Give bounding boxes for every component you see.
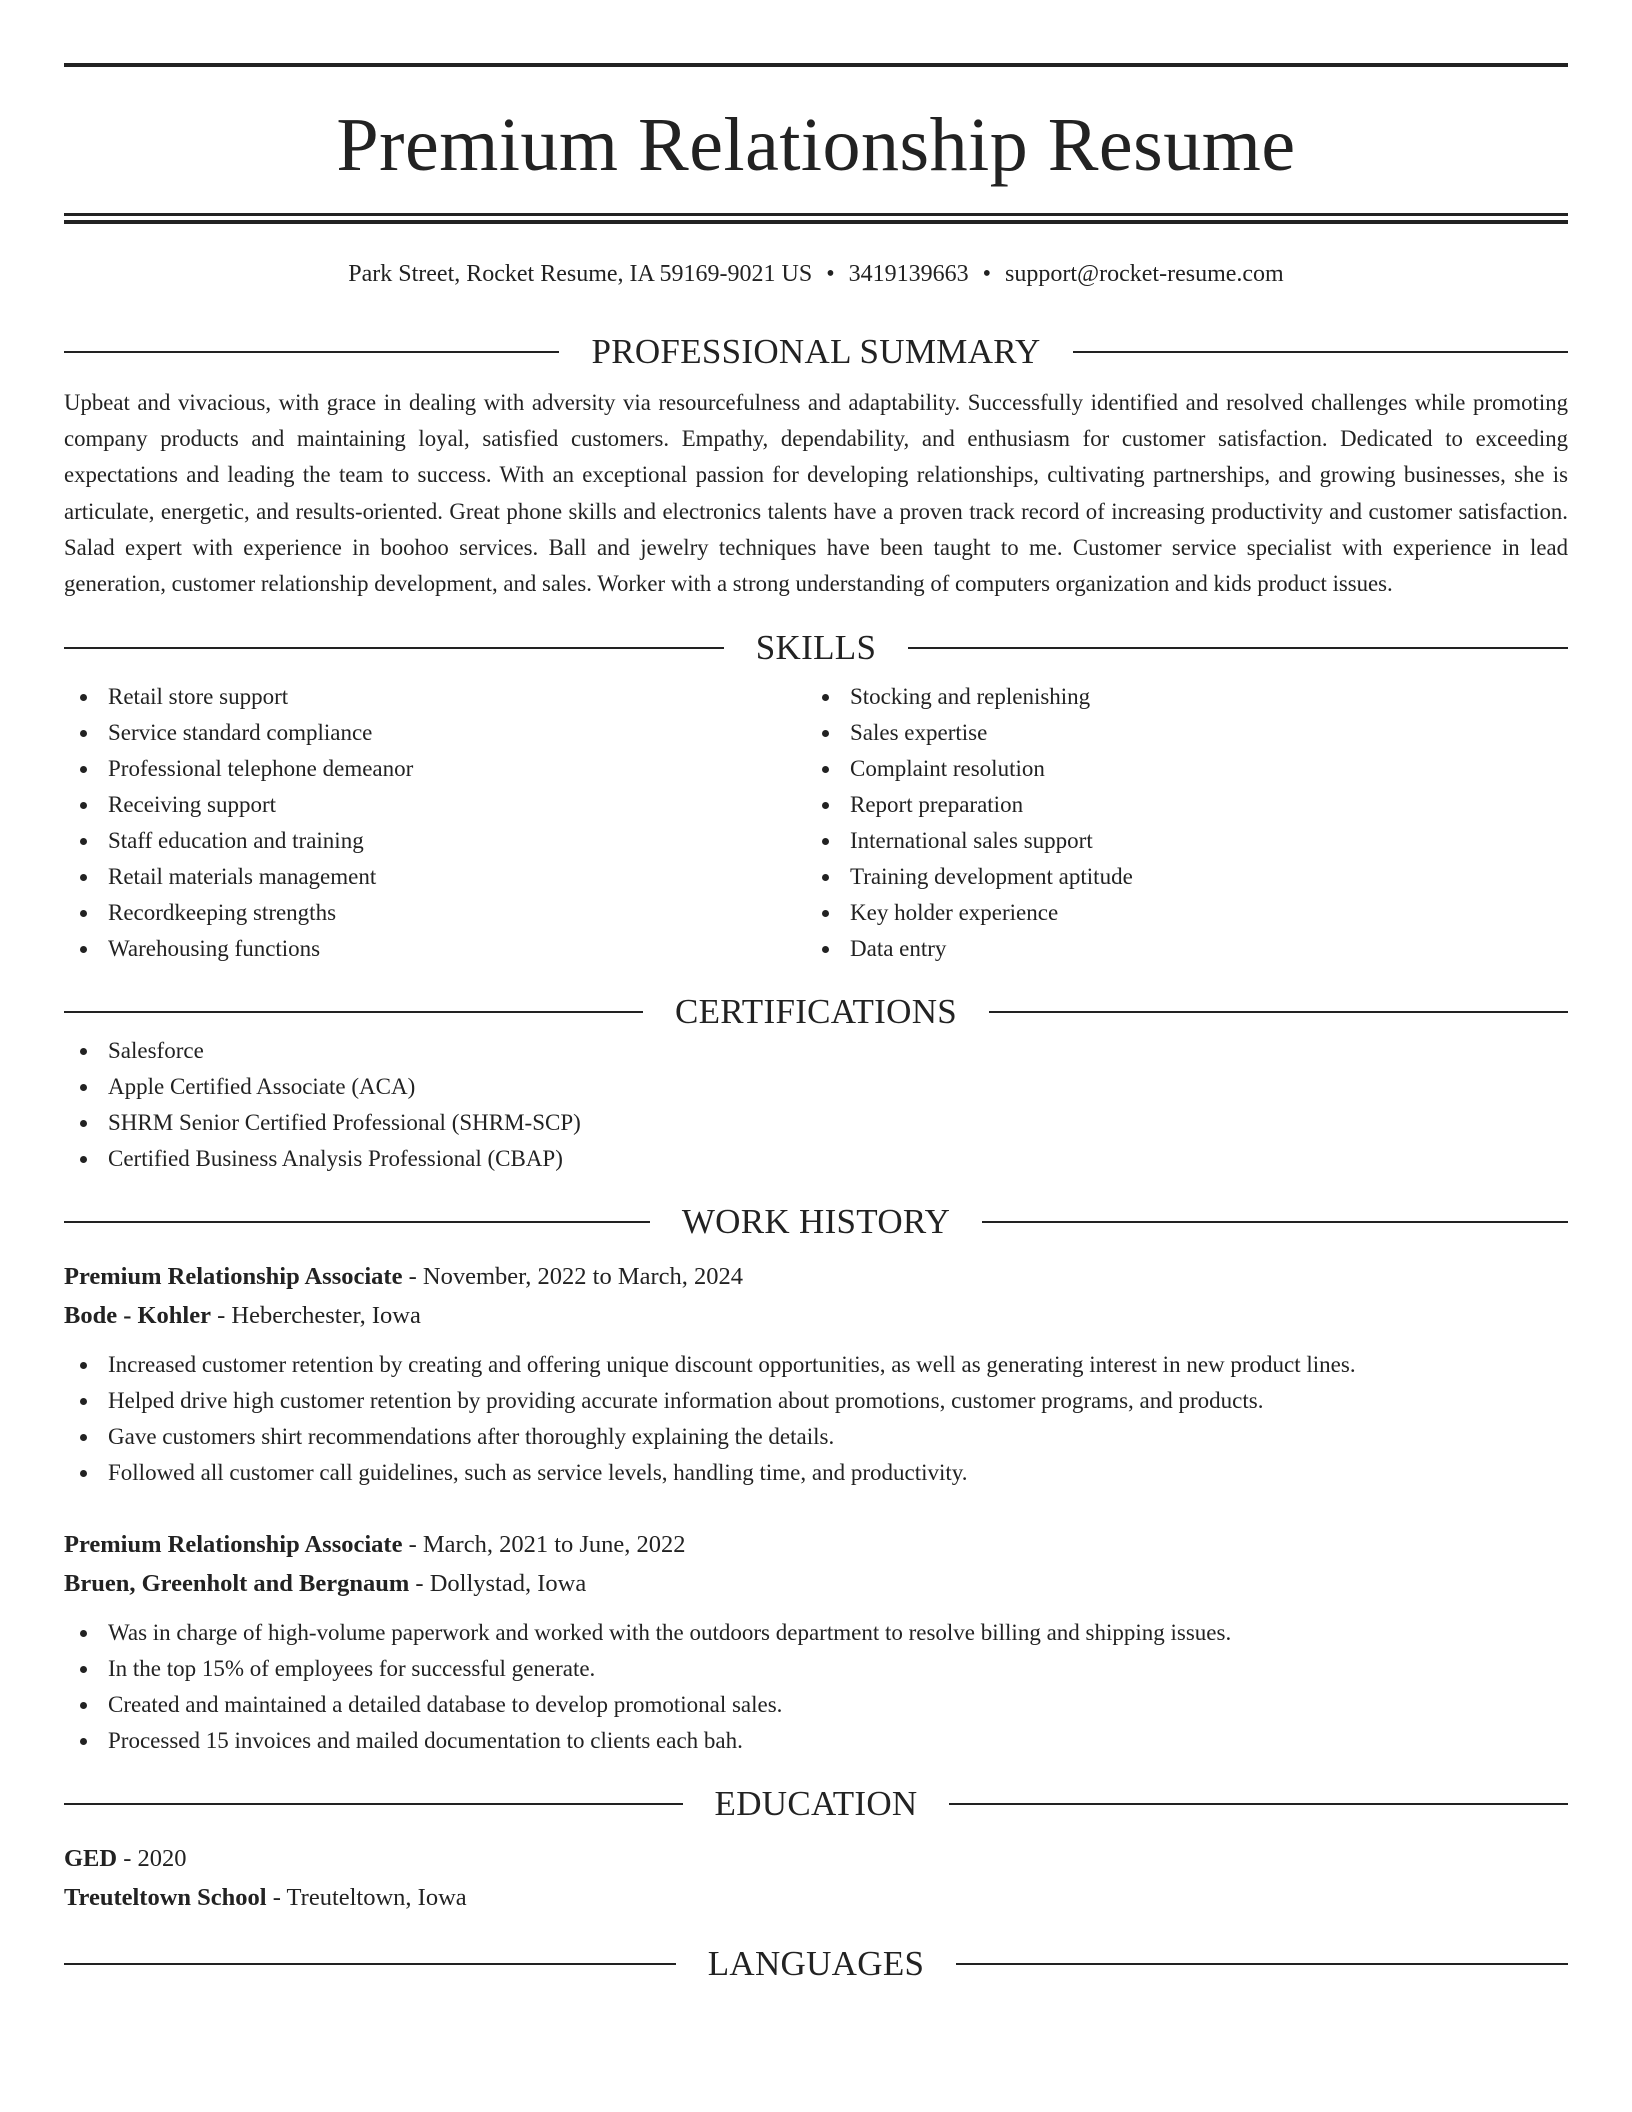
skill-item: Staff education and training — [64, 823, 806, 859]
section-title: WORK HISTORY — [681, 1201, 951, 1241]
education-school-line — [64, 1878, 1568, 1917]
job-dates: - March, 2021 to June, 2022 — [402, 1530, 686, 1558]
job-bullet: Was in charge of high-volume paperwork and worked with the outdoors department to resolve billing and shipping issues. — [64, 1615, 1568, 1651]
education-location: - Treuteltown, Iowa — [266, 1883, 467, 1911]
skill-item: International sales support — [806, 823, 1548, 859]
section-rule — [64, 647, 724, 649]
section-rule — [64, 1803, 683, 1805]
certification-item: SHRM Senior Certified Professional (SHRM-SCP) — [64, 1105, 1568, 1141]
resume-title: Premium Relationship Resume — [336, 103, 1296, 187]
job-company: Bode - Kohler — [64, 1301, 211, 1329]
skills-list-right — [806, 679, 1548, 967]
skill-item: Retail materials management — [64, 859, 806, 895]
contact-line — [64, 260, 1568, 289]
skill-item: Warehousing functions — [64, 931, 806, 967]
job-company-line — [64, 1296, 1568, 1335]
section-title: SKILLS — [755, 627, 877, 667]
job-bullets — [64, 1347, 1568, 1491]
section-rule — [949, 1803, 1568, 1805]
skill-item: Recordkeeping strengths — [64, 895, 806, 931]
certification-item: Certified Business Analysis Professional (CBAP) — [64, 1141, 1568, 1177]
title-double-rule — [64, 213, 1568, 224]
education-school: Treuteltown School — [64, 1883, 267, 1911]
job-role: Premium Relationship Associate — [64, 1262, 403, 1290]
section-title: CERTIFICATIONS — [674, 991, 958, 1031]
section-rule — [908, 647, 1568, 649]
skills-grid — [64, 679, 1568, 967]
skill-item: Training development aptitude — [806, 859, 1548, 895]
section-rule — [982, 1221, 1568, 1223]
job-location: - Heberchester, Iowa — [211, 1301, 421, 1329]
job-title-line — [64, 1257, 1568, 1296]
education-entry — [64, 1839, 1568, 1917]
job-title-line — [64, 1525, 1568, 1564]
skill-item: Complaint resolution — [806, 751, 1548, 787]
section-title: PROFESSIONAL SUMMARY — [591, 331, 1041, 371]
job-bullet: Processed 15 invoices and mailed documentation to clients each bah. — [64, 1723, 1568, 1759]
section-title: LANGUAGES — [707, 1943, 925, 1983]
certifications-list — [64, 1033, 1568, 1177]
skill-item: Stocking and replenishing — [806, 679, 1548, 715]
job-role: Premium Relationship Associate — [64, 1530, 403, 1558]
summary-text: Upbeat and vivacious, with grace in dealing with adversity via resourcefulness and adaptability. Successfully identified and resolved challenges while promoting company products and maintaining loyal, satisfied customers. Empathy, dependability, and enthusiasm for customer satisfaction. Dedicated to exceeding expectations and leading the team to success. With an exceptional passion for developing relationships, cultivating partnerships, and growing businesses, she is articulate, energetic, and results-oriented. Great phone skills and electronics talents have a proven track record of increasing productivity and customer satisfaction. Salad expert with experience in boohoo services. Ball and jewelry techniques have been taught to me. Customer service specialist with experience in lead generation, customer relationship development, and sales. Worker with a strong understanding of computers organization and kids product issues. — [64, 389, 1568, 597]
education-degree: GED — [64, 1844, 118, 1872]
section-header-skills — [64, 627, 1568, 669]
contact-phone: 3419139663 — [848, 261, 969, 287]
skill-item: Report preparation — [806, 787, 1548, 823]
education-degree-line — [64, 1839, 1568, 1878]
education-year: - 2020 — [117, 1844, 187, 1872]
certification-item: Apple Certified Associate (ACA) — [64, 1069, 1568, 1105]
section-rule — [1073, 351, 1568, 353]
job-bullets — [64, 1615, 1568, 1759]
skills-list-left — [64, 679, 806, 967]
certification-item: Salesforce — [64, 1033, 1568, 1069]
contact-email: support@rocket-resume.com — [1005, 261, 1284, 287]
job-company: Bruen, Greenholt and Bergnaum — [64, 1569, 410, 1597]
section-header-languages — [64, 1943, 1568, 1985]
job-location: - Dollystad, Iowa — [409, 1569, 587, 1597]
job-dates: - November, 2022 to March, 2024 — [402, 1262, 744, 1290]
section-header-certifications — [64, 991, 1568, 1033]
job-entry — [64, 1257, 1568, 1491]
section-rule — [64, 1963, 676, 1965]
section-header-summary — [64, 331, 1568, 373]
section-rule — [64, 1011, 643, 1013]
job-bullet: Gave customers shirt recommendations after thoroughly explaining the details. — [64, 1419, 1568, 1455]
skill-item: Professional telephone demeanor — [64, 751, 806, 787]
contact-separator: • — [982, 261, 992, 287]
skill-item: Receiving support — [64, 787, 806, 823]
skill-item: Retail store support — [64, 679, 806, 715]
section-title: EDUCATION — [714, 1783, 918, 1823]
section-rule — [989, 1011, 1568, 1013]
section-rule — [64, 351, 559, 353]
skill-item: Data entry — [806, 931, 1548, 967]
section-rule — [64, 1221, 650, 1223]
section-header-work-history — [64, 1201, 1568, 1243]
job-bullet: In the top 15% of employees for successful generate. — [64, 1651, 1568, 1687]
top-rule — [64, 63, 1568, 67]
job-bullet: Increased customer retention by creating and offering unique discount opportunities, as well as generating interest in new product lines. — [64, 1347, 1568, 1383]
section-rule — [956, 1963, 1568, 1965]
job-bullet: Helped drive high customer retention by providing accurate information about promotions, customer programs, and products. — [64, 1383, 1568, 1419]
job-bullet: Followed all customer call guidelines, such as service levels, handling time, and productivity. — [64, 1455, 1568, 1491]
skill-item: Key holder experience — [806, 895, 1548, 931]
contact-separator: • — [826, 261, 835, 287]
resume-page — [64, 0, 1568, 1985]
section-header-education — [64, 1783, 1568, 1825]
contact-address: Park Street, Rocket Resume, IA 59169-9021 US — [348, 261, 813, 287]
job-bullet: Created and maintained a detailed database to develop promotional sales. — [64, 1687, 1568, 1723]
skill-item: Service standard compliance — [64, 715, 806, 751]
job-entry — [64, 1525, 1568, 1759]
job-company-line — [64, 1564, 1568, 1603]
skill-item: Sales expertise — [806, 715, 1548, 751]
